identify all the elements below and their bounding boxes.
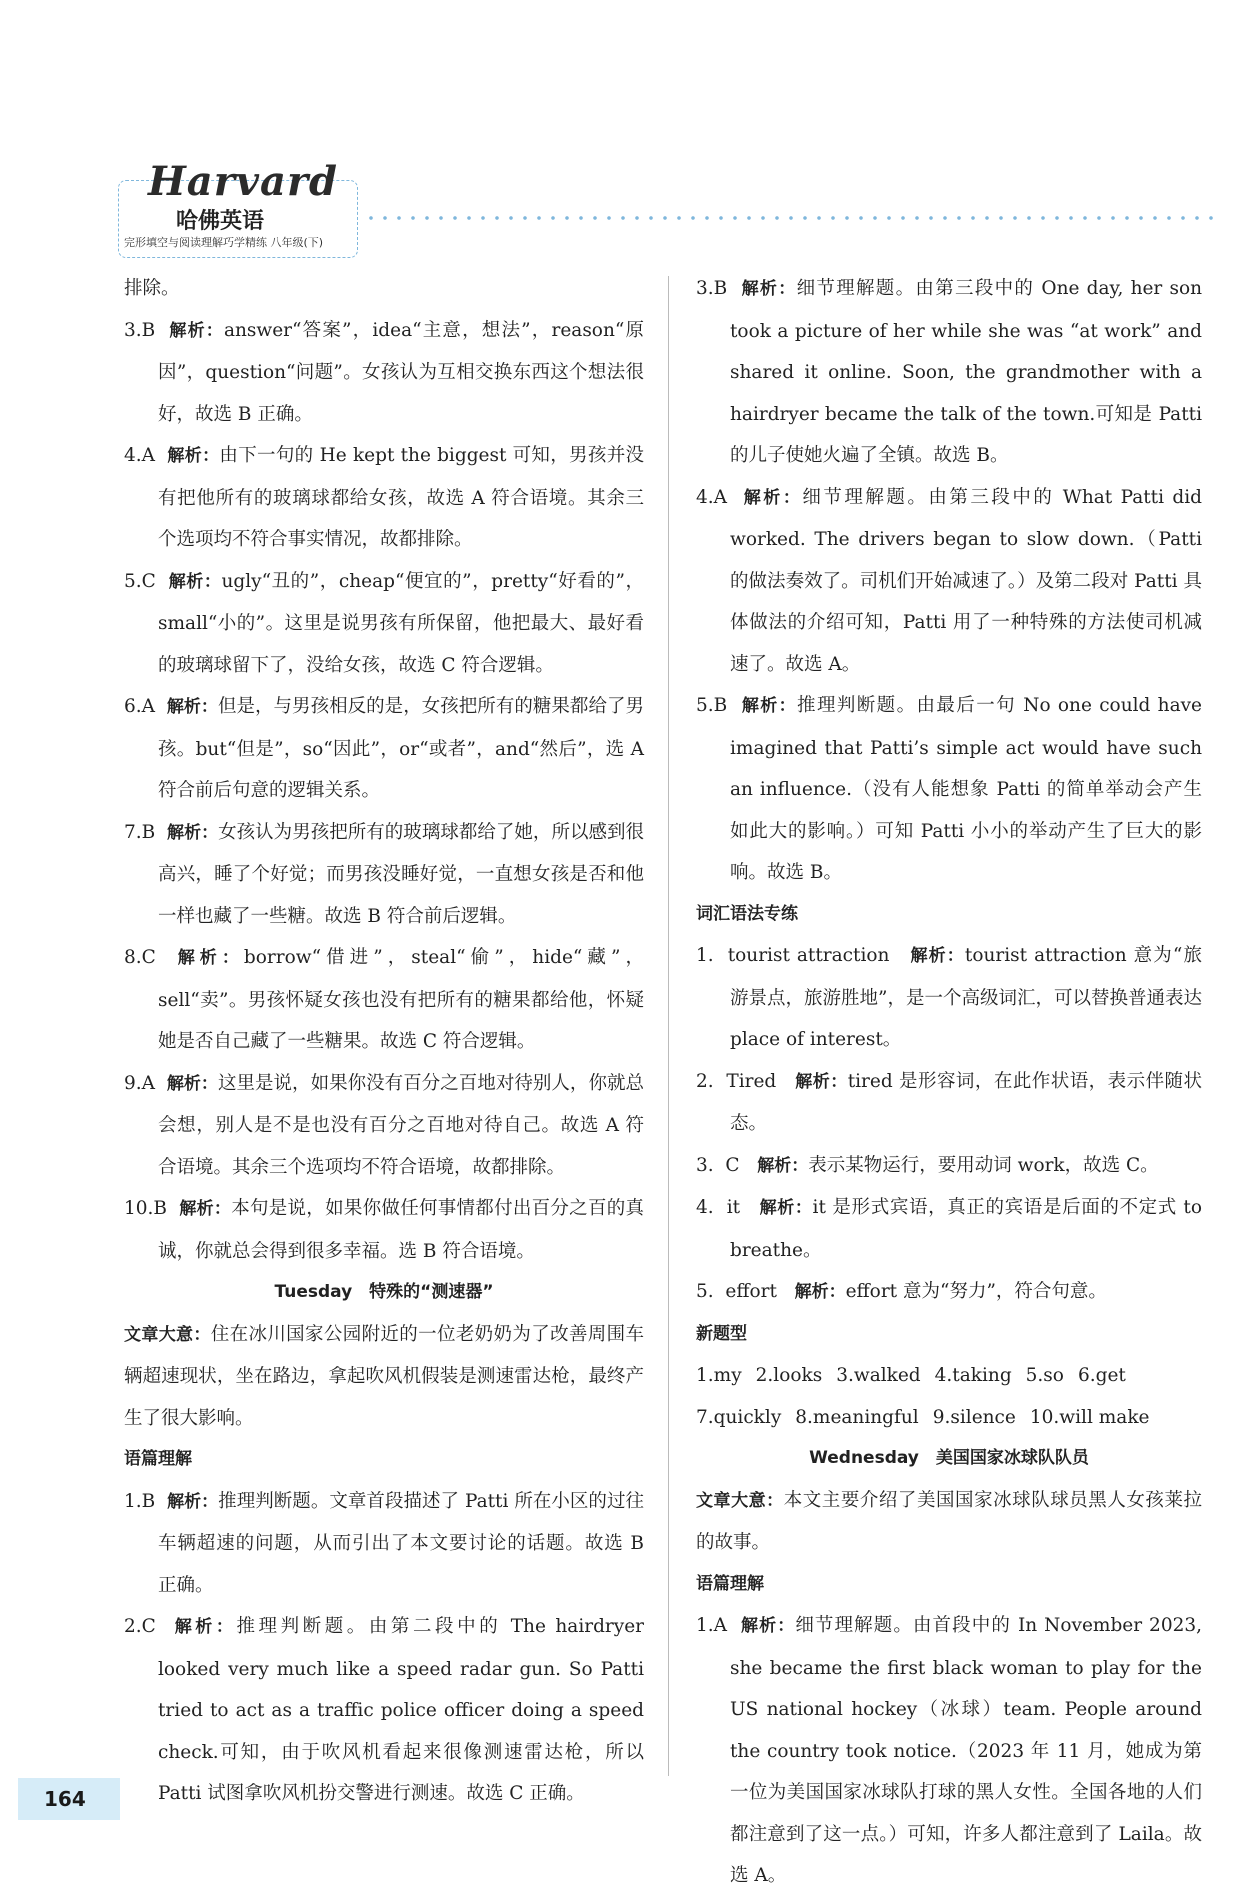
analysis-label: 解析 — [166, 697, 201, 717]
reading-heading: 语篇理解 — [124, 1449, 192, 1469]
answer-number: 3. — [696, 1154, 714, 1176]
answer-number: 5. — [696, 1281, 714, 1302]
analysis-label: 解析 — [795, 1071, 831, 1092]
new-answer: 4.taking — [934, 1365, 1012, 1386]
answer-number: 8.C — [124, 947, 156, 968]
answer-value: effort — [725, 1281, 777, 1302]
analysis-text: 细节理解题。由第三段中的 One day, her son took a picture of her while she was “at work” and shared it online. Soon, the grandmother with a hairdryer became the talk of the town.可知是 Patti 的儿子使她火遍了全镇。故选 B。 — [730, 278, 1203, 466]
summary: 文章大意：住在冰川国家公园附近的一位老奶奶为了改善周围车辆超速现状，坐在路边，拿起吹风机假装是测速雷达枪，最终产生了很大影响。 — [124, 1323, 644, 1429]
answer-item: 1. tourist attraction 解析：tourist attraction 意为“旅游景点，旅游胜地”，是一个高级词汇，可以替换普通表达 place of interest。 — [696, 945, 1203, 1050]
summary-label: 文章大意 — [696, 1490, 767, 1511]
analysis-text: 推理判断题。由最后一句 No one could have imagined that Patti’s simple act would have such an influence.（没有人能想象 Patti 的简单举动会产生如此大的影响。）可知 Patti 小小的举动产生了巨大的影响。故选 B。 — [730, 695, 1202, 883]
analysis-text: 本句是说，如果你做任何事情都付出百分之百的真诚，你就总会得到很多幸福。选 B 符合语境。 — [158, 1198, 645, 1262]
answer-item: 3.B 解析：answer“答案”，idea“主意，想法”，reason“原因”，question“问题”。女孩认为互相交换东西这个想法很好，故选 B 正确。 — [124, 319, 645, 425]
answer-number: 6.A — [124, 696, 156, 717]
answer-list — [696, 268, 1202, 894]
page-number: 164 — [18, 1778, 120, 1820]
analysis-text: 推理判断题。由第二段中的 The hairdryer looked very much like a speed radar gun. So Patti tried to act as a traffic police officer doing a speed check.可知，由于吹风机看起来很像测速雷达枪，所以 Patti 试图拿吹风机扮交警进行测速。故选 C 正确。 — [158, 1616, 645, 1804]
answer-item: 1.A 解析：细节理解题。由首段中的 In November 2023, she became the first black woman to play for the US national hockey（冰球）team. People around the country took notice.（2023 年 11 月，她成为第一位为美国国家冰球队打球的黑人女性。全国各地的人们都注意到了这一点。）可知，许多人都注意到了 Laila。故选 A。 — [696, 1615, 1203, 1886]
analysis-label: 解析 — [741, 1616, 778, 1636]
answer-item: 4.A 解析：由下一句的 He kept the biggest 可知，男孩并没有把他所有的玻璃球都给女孩，故选 A 符合语境。其余三个选项均不符合事实情况，故都排除。 — [124, 445, 645, 550]
analysis-text: 这里是说，如果你没有百分之百地对待别人，你就总会想，别人是不是也没有百分之百地对待自己。故选 A 符合语境。其余三个选项均不符合语境，故都排除。 — [158, 1072, 645, 1178]
analysis-text: 推理判断题。文章首段描述了 Patti 所在小区的过往车辆超速的问题，从而引出了本文要讨论的话题。故选 B 正确。 — [158, 1490, 644, 1596]
analysis-text: 表示某物运行，要用动词 work，故选 C。 — [808, 1154, 1159, 1176]
analysis-text: 女孩认为男孩把所有的玻璃球都给了她，所以感到很高兴，睡了个好觉；而男孩没睡好觉，一直想女孩是否和他一样也藏了一些糖。故选 B 符合前后逻辑。 — [158, 821, 645, 927]
left-column — [124, 268, 644, 1815]
analysis-text: it 是形式宾语，真正的宾语是后面的不定式 to breathe。 — [730, 1197, 1203, 1261]
dotted-rule — [364, 216, 1220, 220]
answer-item: 5. effort 解析：effort 意为“努力”，符合句意。 — [696, 1281, 1107, 1302]
analysis-label: 解析 — [167, 1491, 202, 1512]
answer-item: 8.C 解析：borrow“借进”，steal“偷”，hide“藏”，sell“卖”。男孩怀疑女孩也没有把所有的糖果都给他，怀疑她是否自己藏了一些糖果。故选 C 符合逻辑。 — [124, 947, 645, 1052]
analysis-text: 但是，与男孩相反的是，女孩把所有的糖果都给了男孩。but“但是”，so“因此”，or“或者”，and“然后”，选 A 符合前后句意的逻辑关系。 — [158, 696, 645, 801]
analysis-label: 解析 — [741, 279, 779, 299]
answer-value: it — [726, 1197, 741, 1218]
answer-item: 4. it 解析：it 是形式宾语，真正的宾语是后面的不定式 to breathe。 — [696, 1197, 1203, 1261]
summary: 文章大意：本文主要介绍了美国国家冰球队球员黑人女孩莱拉的故事。 — [696, 1489, 1203, 1553]
reading-list — [696, 1605, 1202, 1897]
answer-item: 5.C 解析：ugly“丑的”，cheap“便宜的”，pretty“好看的”，small“小的”。这里是说男孩有所保留，他把最大、最好看的玻璃球留下了，没给女孩，故选 C 符合逻辑。 — [124, 570, 645, 676]
reading-list — [124, 1481, 644, 1815]
answer-number: 2.C — [124, 1616, 156, 1637]
answer-item: 9.A 解析：这里是说，如果你没有百分之百地对待别人，你就总会想，别人是不是也没有百分之百地对待自己。故选 A 符合语境。其余三个选项均不符合语境，故都排除。 — [124, 1072, 645, 1178]
answer-item: 1.B 解析：推理判断题。文章首段描述了 Patti 所在小区的过往车辆超速的问题，从而引出了本文要讨论的话题。故选 B 正确。 — [124, 1490, 644, 1596]
answer-number: 2. — [696, 1070, 714, 1092]
answer-list — [124, 310, 644, 1273]
answer-item: 7.B 解析：女孩认为男孩把所有的玻璃球都给了她，所以感到很高兴，睡了个好觉；而男孩没睡好觉，一直想女孩是否和他一样也藏了一些糖。故选 B 符合前后逻辑。 — [124, 821, 645, 927]
analysis-text: 由下一句的 He kept the biggest 可知，男孩并没有把他所有的玻璃球都给女孩，故选 A 符合语境。其余三个选项均不符合事实情况，故都排除。 — [158, 445, 645, 550]
new-answer: 5.so — [1025, 1365, 1064, 1386]
answer-number: 10.B — [124, 1198, 168, 1219]
analysis-label: 解析 — [757, 1155, 792, 1176]
new-answer: 10.will make — [1029, 1406, 1150, 1428]
answer-number: 5.B — [696, 695, 728, 716]
answer-item: 2. Tired 解析：tired 是形容词，在此作状语，表示伴随状态。 — [696, 1070, 1203, 1134]
new-heading: 新题型 — [696, 1323, 747, 1344]
new-answer: 2.looks — [755, 1365, 823, 1386]
column-divider — [668, 276, 669, 1776]
answer-item: 4.A 解析：细节理解题。由第三段中的 What Patti did worked. The drivers began to slow down.（Patti 的做法奏效了。司机们开始减速了。）及第二段对 Patti 具体做法的介绍可知，Patti 用了一种特殊的方法使司机减速了。故选 A。 — [696, 486, 1203, 675]
analysis-text: ugly“丑的”，cheap“便宜的”，pretty“好看的”，small“小的”。这里是说男孩有所保留，他把最大、最好看的玻璃球留下了，没给女孩，故选 C 符合逻辑。 — [158, 570, 645, 676]
summary-text: 住在冰川国家公园附近的一位老奶奶为了改善周围车辆超速现状，坐在路边，拿起吹风机假装是测速雷达枪，最终产生了很大影响。 — [124, 1323, 644, 1429]
answer-number: 1. — [696, 945, 714, 966]
vocab-list — [696, 935, 1202, 1314]
brand-cn: 哈佛英语 — [176, 209, 265, 234]
summary-label: 文章大意 — [124, 1324, 194, 1345]
intro-text: 排除。 — [124, 278, 180, 299]
analysis-text: tourist attraction 意为“旅游景点，旅游胜地”，是一个高级词汇，可以替换普通表达 place of interest。 — [730, 945, 1203, 1050]
answer-item: 3.B 解析：细节理解题。由第三段中的 One day, her son took a picture of her while she was “at work” and shared it online. Soon, the grandmother with a hairdryer became the talk of the town.可知是 Patti 的儿子使她火遍了全镇。故选 B。 — [696, 278, 1203, 466]
book-subtitle: 完形填空与阅读理解巧学精练 八年级(下) — [124, 236, 324, 249]
analysis-label: 解析 — [168, 571, 204, 592]
analysis-text: 细节理解题。由第三段中的 What Patti did worked. The drivers began to slow down.（Patti 的做法奏效了。司机们开始减速了。）及第二段对 Patti 具体做法的介绍可知，Patti 用了一种特殊的方法使司机减速了。故选 A。 — [730, 486, 1203, 675]
analysis-label: 解析 — [759, 1198, 795, 1218]
analysis-label: 解析 — [741, 696, 779, 716]
analysis-label: 解析 — [910, 946, 947, 966]
analysis-text: tired 是形容词，在此作状语，表示伴随状态。 — [730, 1070, 1203, 1134]
analysis-text: effort 意为“努力”，符合句意。 — [845, 1281, 1107, 1302]
analysis-text: answer“答案”，idea“主意，想法”，reason“原因”，question“问题”。女孩认为互相交换东西这个想法很好，故选 B 正确。 — [158, 319, 645, 425]
answer-number: 4.A — [124, 445, 156, 466]
answer-item: 10.B 解析：本句是说，如果你做任何事情都付出百分之百的真诚，你就总会得到很多幸福。选 B 符合语境。 — [124, 1198, 645, 1262]
answer-number: 4.A — [696, 486, 728, 508]
answer-item: 3. C 解析：表示某物运行，要用动词 work，故选 C。 — [696, 1154, 1159, 1176]
answer-value: C — [725, 1154, 740, 1176]
new-answer: 7.quickly — [696, 1406, 782, 1428]
answer-number: 3.B — [696, 278, 728, 299]
vocab-heading: 词汇语法专练 — [696, 903, 798, 924]
analysis-text: 细节理解题。由首段中的 In November 2023, she became the first black woman to play for the US national hockey（冰球）team. People around the country took notice.（2023 年 11 月，她成为第一位为美国国家冰球队打球的黑人女性。全国各地的人们都注意到了这一点。）可知，许多人都注意到了 Laila。故选 A。 — [730, 1615, 1203, 1886]
analysis-label: 解析 — [743, 487, 783, 508]
right-column — [696, 268, 1202, 1897]
page-header — [118, 160, 1218, 260]
answer-number: 3.B — [124, 319, 156, 341]
new-answer: 3.walked — [836, 1365, 921, 1386]
analysis-label: 解析 — [174, 1617, 216, 1637]
brand-logo: Harvard — [148, 158, 338, 205]
answer-item: 6.A 解析：但是，与男孩相反的是，女孩把所有的糖果都给了男孩。but“但是”，so“因此”，or“或者”，and“然后”，选 A 符合前后句意的逻辑关系。 — [124, 696, 645, 801]
analysis-label: 解析 — [166, 1073, 201, 1094]
answer-item: 5.B 解析：推理判断题。由最后一句 No one could have imagined that Patti’s simple act would have such an influence.（没有人能想象 Patti 的简单举动会产生如此大的影响。）可知 Patti 小小的举动产生了巨大的影响。故选 B。 — [696, 695, 1202, 883]
summary-text: 本文主要介绍了美国国家冰球队球员黑人女孩莱拉的故事。 — [696, 1489, 1203, 1553]
tuesday-title: Tuesday 特殊的“测速器” — [274, 1282, 494, 1302]
new-answer: 9.silence — [932, 1406, 1016, 1428]
new-answer: 1.my — [696, 1365, 742, 1386]
analysis-label: 解析 — [794, 1282, 829, 1302]
answer-number: 7.B — [124, 821, 156, 843]
answer-number: 1.B — [124, 1490, 156, 1512]
wednesday-title: Wednesday 美国国家冰球队队员 — [809, 1448, 1089, 1468]
analysis-label: 解析 — [167, 822, 202, 843]
analysis-label: 解析 — [177, 948, 222, 968]
reading-heading: 语篇理解 — [696, 1573, 764, 1594]
new-answers-row-1 — [696, 1355, 1202, 1397]
new-answer: 6.get — [1077, 1365, 1126, 1386]
new-answers-row-2 — [696, 1397, 1202, 1439]
new-answer: 8.meaningful — [795, 1406, 919, 1428]
analysis-text: borrow“借进”，steal“偷”，hide“藏”，sell“卖”。男孩怀疑女孩也没有把所有的糖果都给他，怀疑她是否自己藏了一些糖果。故选 C 符合逻辑。 — [158, 947, 645, 1052]
answer-item: 2.C 解析：推理判断题。由第二段中的 The hairdryer looked very much like a speed radar gun. So Patti tried to act as a traffic police officer doing a speed check.可知，由于吹风机看起来很像测速雷达枪，所以 Patti 试图拿吹风机扮交警进行测速。故选 C 正确。 — [124, 1616, 645, 1804]
answer-number: 5.C — [124, 570, 156, 592]
analysis-label: 解析 — [179, 1199, 214, 1219]
analysis-label: 解析 — [169, 320, 206, 341]
answer-number: 4. — [696, 1197, 714, 1218]
analysis-label: 解析 — [167, 446, 203, 466]
answer-value: Tired — [726, 1070, 777, 1092]
answer-value: tourist attraction — [727, 945, 890, 966]
answer-number: 9.A — [124, 1072, 156, 1094]
answer-number: 1.A — [696, 1615, 728, 1636]
